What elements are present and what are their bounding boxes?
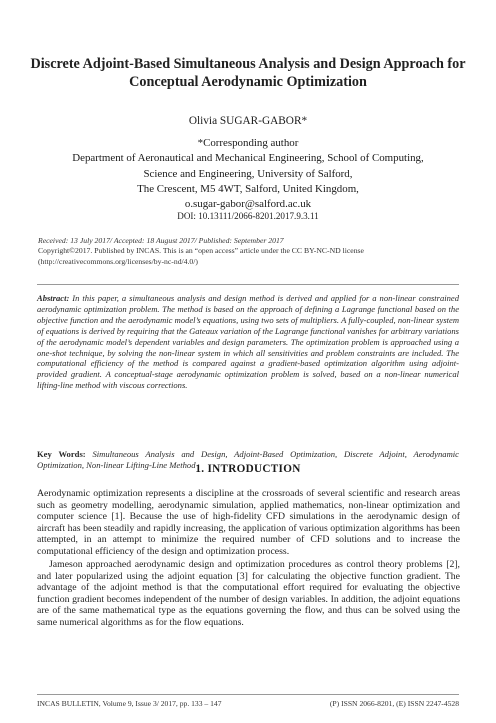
keywords-text: Simultaneous Analysis and Design, Adjoint-Based Optimization, Discrete Adjoint, Aerodynamic Optimization, Non-linear Lifting-Line Method	[37, 449, 459, 470]
abstract-text: In this paper, a simultaneous analysis and design method is derived and applied for a non-linear constrained aerodynamic optimization problem. The method is based on the approach of defining a Lagrange functional based on the objective function and the aerodynamic model’s equations, using two sets of multipliers. A fully-coupled, non-linear system of equations is derived by requiring that the Gateaux variation of the Lagrange functional vanishes for arbitrary variations of the aerodynamic model’s dependent variables and design parameters. The optimization problem is approached using a one-shot technique, by solving the non-linear system in which all sensitivities and problem constraints are included. The computational efficiency of the method is compared against a gradient-based optimization algorithm using adjoint-provided gradient. A conceptual-stage aerodynamic optimization problem is solved, based on a non-linear numerical lifting-line method with viscous corrections.	[37, 293, 460, 391]
body-text	[37, 488, 460, 629]
copyright-notice: Copyright©2017. Published by INCAS. This is an “open access” article under the CC BY-NC-ND license (http://creativecommons.org/licenses/by-nc-nd/4.0/)	[38, 246, 364, 266]
divider	[37, 284, 459, 285]
doi-line: DOI: 10.13111/2066-8201.2017.9.3.11	[177, 211, 319, 221]
affiliation-block	[20, 136, 476, 212]
footer-divider	[37, 694, 459, 695]
corresponding-note: *Corresponding author	[197, 137, 299, 149]
footer-issn: (P) ISSN 2066-8201, (E) ISSN 2247-4528	[329, 699, 459, 708]
section-heading: 1. INTRODUCTION	[195, 463, 301, 475]
author-email: o.sugar-gabor@salford.ac.uk	[184, 198, 312, 211]
page-footer	[37, 699, 459, 708]
affiliation-line: The Crescent, M5 4WT, Salford, United Kingdom,	[137, 182, 359, 195]
paragraph: Aerodynamic optimization represents a discipline at the crossroads of several scientific and research areas such as geometry modelling, aerodynamic simulation, applied mathematics, non-linear optimization and computer science [1]. Because the use of high-fidelity CFD simulations in the aerodynamic design of aircraft has been steadily and rapidly increasing, the application of various optimization algorithms has been attempted, in an attempt to minimize the required number of CFD solutions and to increase the computational efficiency of the design and optimization process.	[37, 488, 460, 557]
keywords-label: Key Words:	[37, 449, 86, 459]
affiliation-line: Department of Aeronautical and Mechanical Engineering, School of Computing,	[72, 152, 424, 165]
paragraph: Jameson approached aerodynamic design and optimization procedures as control theory problems [2], and later popularized using the adjoint equation [3] for calculating the objective function gradient. The advantage of the adjoint method is that the computational effort required for evaluating the objective function gradient becomes independent of the number of design variables. In addition, the adjoint equations are of the same mathematical type as the equations governing the flow, and thus can be solved using the same numerical algorithms as for the flow equations.	[37, 559, 460, 629]
abstract	[37, 293, 459, 391]
publication-info	[38, 236, 463, 267]
footer-journal: INCAS BULLETIN, Volume 9, Issue 3/ 2017, pp. 133 – 147	[37, 699, 222, 708]
paper-title: Discrete Adjoint-Based Simultaneous Analysis and Design Approach for Conceptual Aerodynamic Optimization	[30, 56, 466, 90]
abstract-label: Abstract:	[37, 293, 70, 303]
affiliation-line: Science and Engineering, University of Salford,	[143, 167, 353, 180]
received-dates: Received: 13 July 2017/ Accepted: 18 August 2017/ Published: September 2017	[38, 236, 284, 245]
author-name: Olivia SUGAR-GABOR*	[188, 115, 308, 127]
